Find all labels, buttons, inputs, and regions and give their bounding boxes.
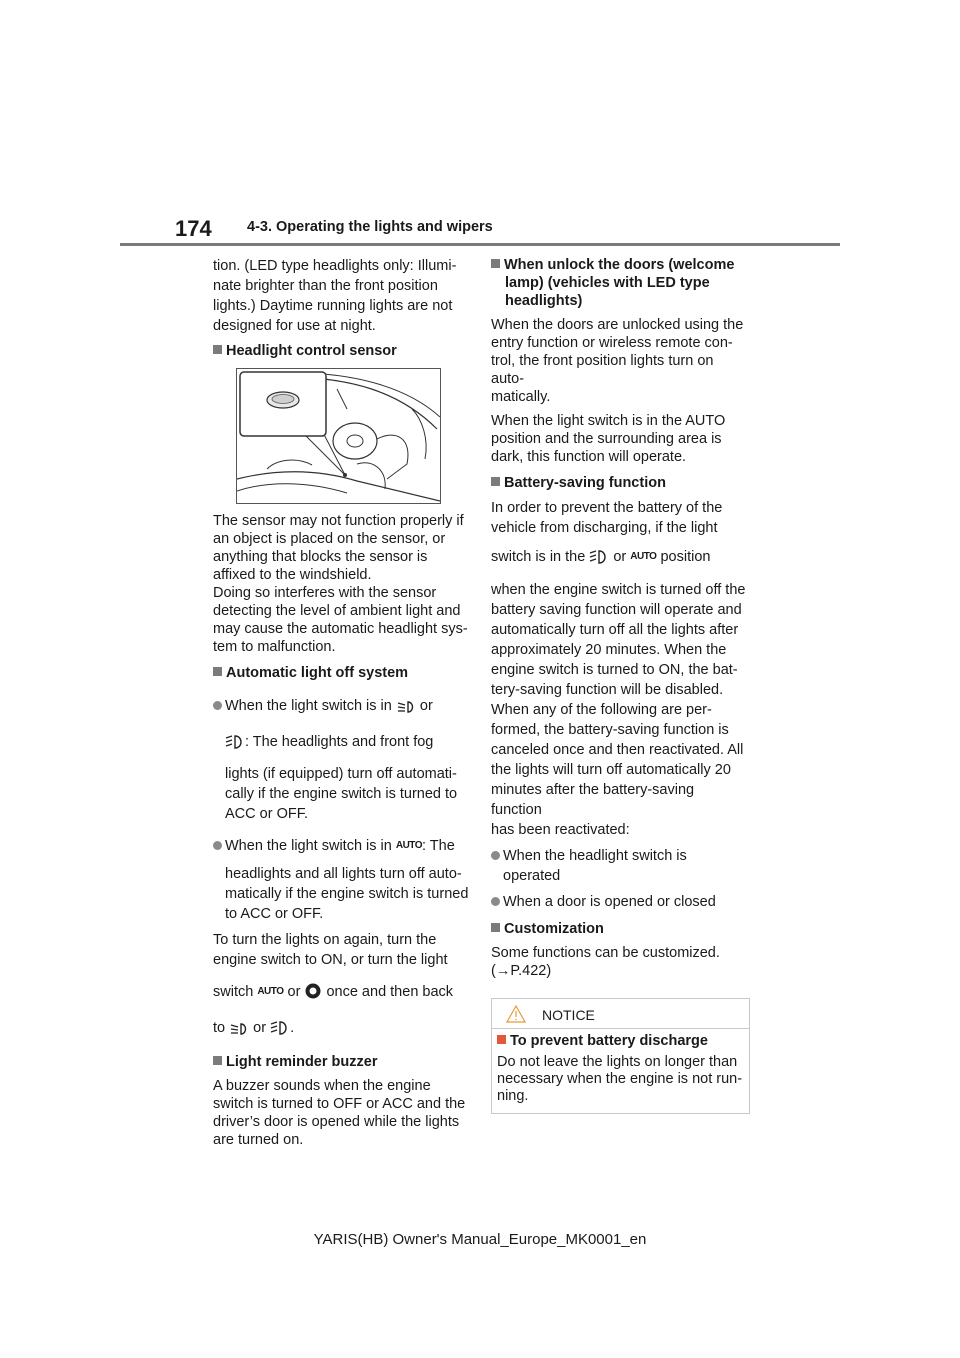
welcome-heading: When unlock the doors (welcome lamp) (vehicles with LED type headlights) — [491, 256, 748, 310]
square-bullet-icon — [491, 477, 500, 486]
buzzer-heading: Light reminder buzzer — [213, 1053, 470, 1071]
header-rule — [120, 243, 840, 246]
battery-text-1: In order to prevent the battery of the vehicle from discharging, if the light — [491, 500, 723, 536]
list-item: When the light switch is in AUTO: The headlights and all lights turn off auto- matically if the engine switch is turned to ACC or OFF. — [213, 836, 470, 924]
square-bullet-icon — [213, 345, 222, 354]
to-line: to or . — [213, 1019, 470, 1041]
sensor-illustration — [236, 368, 441, 504]
left-column — [213, 256, 470, 1155]
auto-icon: AUTO — [257, 986, 284, 997]
round-bullet-icon — [213, 841, 222, 850]
round-bullet-icon — [491, 851, 500, 860]
list-item: When a door is opened or closed — [491, 892, 748, 912]
square-bullet-icon — [491, 923, 500, 932]
battery-heading: Battery-saving function — [491, 474, 748, 492]
sensor-text: The sensor may not function properly if an object is placed on the sensor, or anything that blocks the sensor is affixed to the windshield. Doing so interferes with the sensor detecting the level of ambient light and may cause the automatic headlight sys- tem to malfunction. — [213, 513, 468, 655]
customization-heading: Customization — [491, 920, 748, 938]
notice-body: To prevent battery discharge Do not leave the lights on longer than necessary when the engine is not run- ning. — [497, 1033, 743, 1104]
notice-title: NOTICE — [542, 1007, 595, 1023]
low-beam-headlight-icon — [229, 1022, 249, 1041]
page-footer: YARIS(HB) Owner's Manual_Europe_MK0001_en — [313, 1231, 647, 1248]
auto-icon: AUTO — [395, 840, 423, 851]
battery-switch-line: switch is in the or AUTO position — [491, 548, 748, 570]
headlight-icon — [225, 734, 245, 756]
welcome-text-2: When the light switch is in the AUTO position and the surrounding area is dark, this function will operate. — [491, 413, 726, 465]
headlight-icon — [589, 549, 609, 570]
buzzer-text: A buzzer sounds when the engine switch is turned to OFF or ACC and the driver’s door is opened while the lights are turned on. — [213, 1078, 466, 1148]
list-item: When the light switch is in or : The headlights and front fog lights (if equipped) turn off automati- cally if the engine switch is turned to ACC or OFF. — [213, 696, 470, 824]
turn-on-paragraph: To turn the lights on again, turn the engine switch to ON, or turn the light — [213, 932, 448, 968]
auto-icon: AUTO — [630, 551, 657, 562]
list-item: When the headlight switch is operated — [491, 846, 748, 886]
low-beam-headlight-icon — [396, 700, 416, 720]
headlight-icon — [270, 1020, 290, 1041]
customization-text: Some functions can be customized. (→P.422) — [491, 945, 720, 979]
square-bullet-icon — [213, 1056, 222, 1065]
right-column — [491, 256, 748, 1114]
square-bullet-icon — [213, 667, 222, 676]
switch-line: switch AUTO or once and then back — [213, 982, 470, 1005]
round-bullet-icon — [491, 897, 500, 906]
light-off-icon — [304, 982, 322, 1005]
notice-box — [491, 998, 750, 1114]
square-bullet-icon — [491, 259, 500, 268]
page-number: 174 — [175, 216, 212, 241]
intro-paragraph: tion. (LED type headlights only: Illumi- nate brighter than the front position lights.) Daytime running lights are not designed for use at night. — [213, 258, 457, 334]
notice-heading: To prevent battery discharge — [497, 1033, 744, 1050]
welcome-text: When the doors are unlocked using the entry function or wireless remote con- trol, the front position lights turn on auto- matically. — [491, 317, 744, 405]
round-bullet-icon — [213, 701, 222, 710]
warning-triangle-icon — [506, 1005, 526, 1028]
page-reference-link[interactable]: (→P.422) — [491, 963, 552, 979]
section-title: 4-3. Operating the lights and wipers — [247, 219, 493, 235]
auto-off-heading: Automatic light off system — [213, 664, 470, 682]
sensor-heading: Headlight control sensor — [213, 342, 470, 360]
notice-header — [492, 999, 749, 1029]
battery-text-2: when the engine switch is turned off the battery saving function will operate and automatically turn off all the lights after approximately 20 minutes. When the engine switch is turned to ON, the bat- tery-saving function will be disabled. When any of the following are per- formed, the battery-saving function is canceled once and then reactivated. All the lights will turn off automatically 20 minutes after the battery-saving function has been reactivated: — [491, 582, 746, 838]
square-bullet-icon — [497, 1035, 506, 1044]
